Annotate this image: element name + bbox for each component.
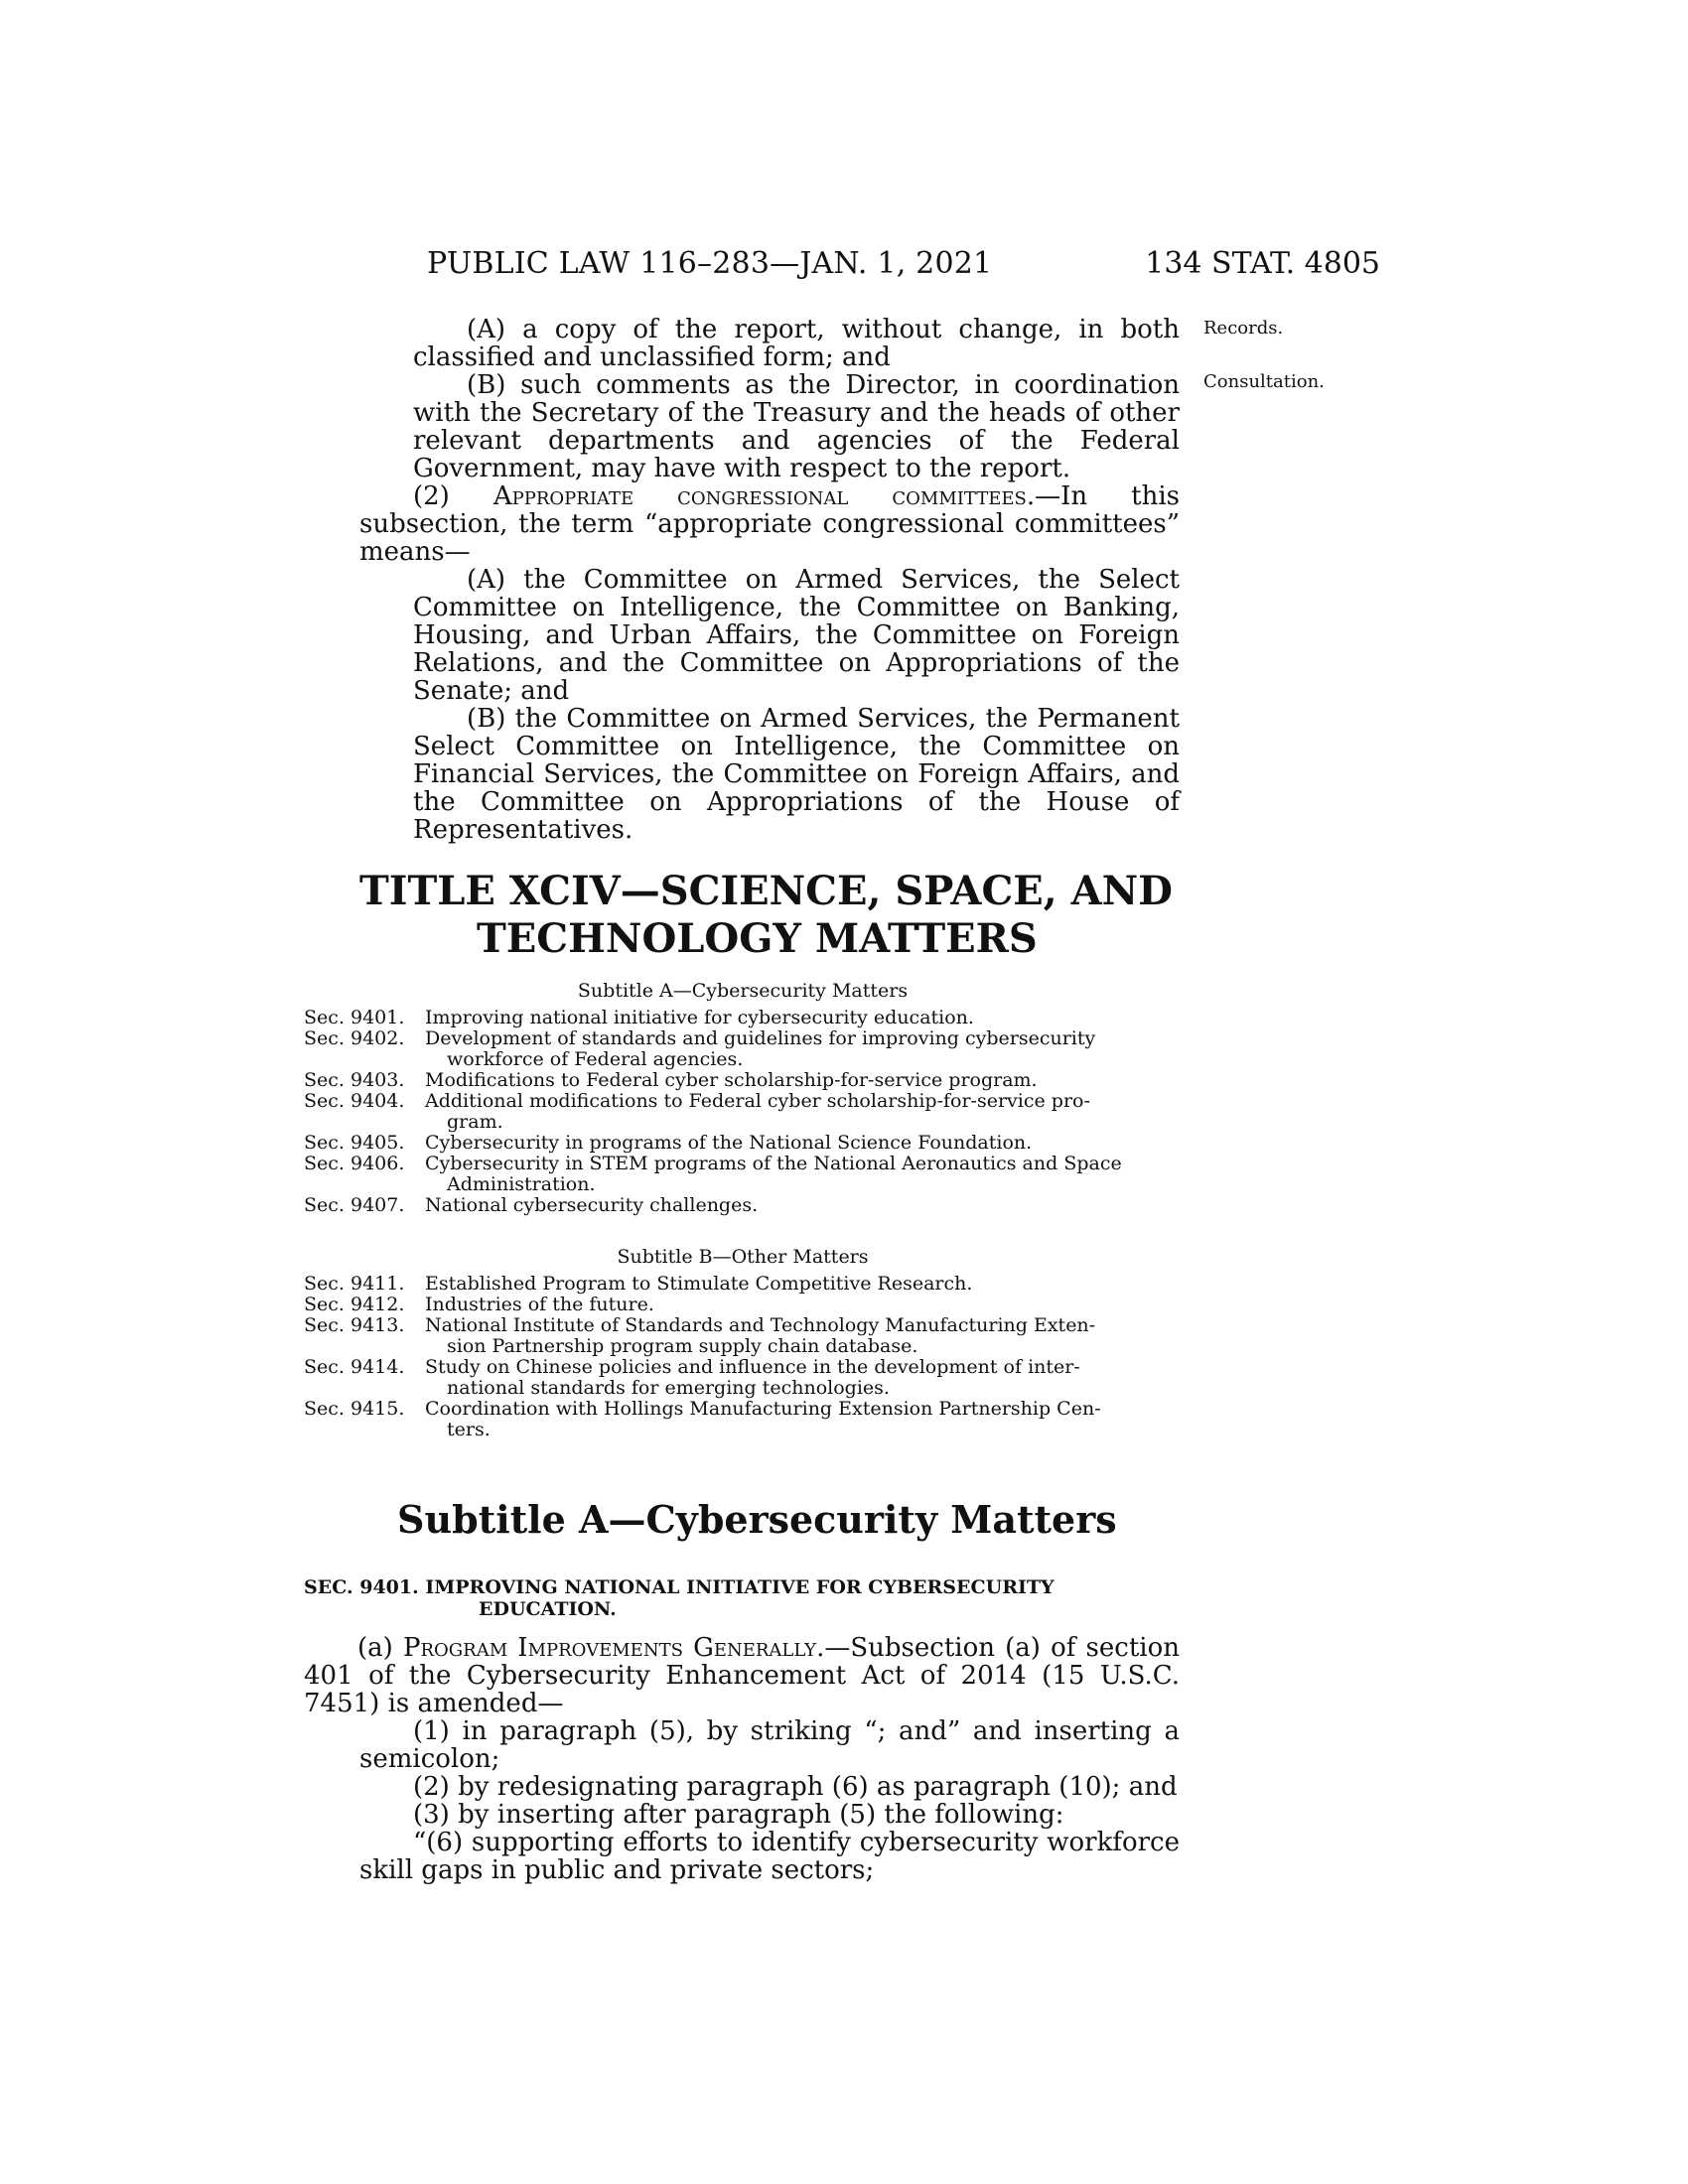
amendment-item-2: (2) by redesignating paragraph (6) as paragraph (10); and (413, 1772, 1178, 1802)
toc-entry (304, 1154, 1182, 1195)
toc-entry (304, 1357, 1182, 1399)
toc-entry (304, 1070, 1182, 1091)
toc-entry-title: Cybersecurity in STEM programs of the National Aeronautics and Space (425, 1153, 1122, 1174)
title-heading (359, 868, 1180, 963)
toc-entry-text (425, 1133, 1182, 1154)
toc-entry-number: Sec. 9413. (304, 1314, 405, 1336)
toc-entry-title: Improving national initiative for cybersecurity education. (425, 1007, 974, 1028)
subsection-a-label: (a) (357, 1633, 403, 1663)
toc-entry-text (425, 1028, 1182, 1070)
subsection-a-heading: Program Improvements Generally (402, 1633, 817, 1663)
toc-entry (304, 1091, 1182, 1133)
toc-entry (304, 1274, 1182, 1295)
toc-entry-text (425, 1070, 1182, 1091)
toc-entry-title: Development of standards and guidelines for improving cybersecurity (425, 1027, 1096, 1049)
toc-entry-number: Sec. 9403. (304, 1069, 405, 1091)
subsection-a-rest: .—Subsection (a) of section 401 of the Cybersecurity Enhancement Act of 2014 (15 U.S.C. 7451) is amended— (304, 1633, 1180, 1718)
paragraph-b-house: (B) the Committee on Armed Services, the Permanent Select Committee on Intelligence, the Committee on Financial Services, the Committee on Foreign Affairs, and the Committee on Appropriations of the House of Representatives. (413, 704, 1180, 845)
toc-entry-title: Cybersecurity in programs of the National Science Foundation. (425, 1132, 1033, 1154)
toc-entry-title: National cybersecurity challenges. (425, 1194, 759, 1216)
toc-entry-number: Sec. 9415. (304, 1398, 405, 1420)
toc-entry-title: Modifications to Federal cyber scholarship-for-service program. (425, 1069, 1038, 1091)
paragraph-a-senate: (A) the Committee on Armed Services, the Select Committee on Intelligence, the Committee on Banking, Housing, and Urban Affairs, the Committee on Foreign Relations, and the Committee on Appropriations of the Senate; and (413, 565, 1180, 706)
toc-entry-title: Additional modifications to Federal cyber scholarship-for-service pro- (425, 1090, 1090, 1112)
toc-entry (304, 1295, 1182, 1315)
toc-entry-text (425, 1008, 1182, 1028)
toc-entry-continuation: ters. (447, 1419, 491, 1440)
header-stat-page: 134 STAT. 4805 (1145, 246, 1380, 281)
toc-subtitle-b-heading: Subtitle B—Other Matters (617, 1246, 869, 1268)
toc-entry (304, 1008, 1182, 1028)
toc-subtitle-a-heading: Subtitle A—Cybersecurity Matters (577, 980, 909, 1002)
toc-entry (304, 1028, 1182, 1070)
toc-entry-text (425, 1357, 1182, 1399)
toc-entry-text (425, 1274, 1182, 1295)
margin-note-consultation: Consultation. (1203, 371, 1325, 392)
margin-note-records: Records. (1203, 318, 1284, 339)
toc-entry-title: National Institute of Standards and Technology Manufacturing Exten- (425, 1314, 1096, 1336)
quoted-paragraph-6: “(6) supporting efforts to identify cybersecurity workforce skill gaps in public and private sectors; (359, 1828, 1180, 1885)
running-header (427, 246, 1380, 286)
toc-subtitle-b (304, 1247, 1182, 1440)
section-body (304, 1634, 1180, 1884)
title-line-2: TECHNOLOGY MATTERS (477, 915, 1038, 962)
toc-entry-text (425, 1091, 1182, 1133)
report-paragraphs (359, 316, 1180, 844)
amendment-item-1: (1) in paragraph (5), by striking “; and” and inserting a semicolon; (359, 1716, 1180, 1774)
paragraph-2-rest: .—In this subsection, the term “appropriate congressional committees” means— (359, 481, 1180, 567)
toc-entry-text (425, 1399, 1182, 1440)
toc-entry-text (425, 1154, 1182, 1195)
paragraph-2-label: (2) (413, 481, 493, 511)
amendment-item-3: (3) by inserting after paragraph (5) the following: (413, 1800, 1064, 1830)
toc-entry-continuation: national standards for emerging technologies. (447, 1377, 890, 1399)
toc-entry-continuation: gram. (447, 1111, 503, 1133)
subsection-a (304, 1634, 1180, 1717)
paragraph-a-copy: (A) a copy of the report, without change, in both classified and unclassified form; and (413, 315, 1180, 372)
toc-entry-number: Sec. 9404. (304, 1090, 405, 1112)
toc-entry (304, 1133, 1182, 1154)
toc-entry-text (425, 1315, 1182, 1357)
toc-entry (304, 1399, 1182, 1440)
toc-entry (304, 1315, 1182, 1357)
toc-entry-number: Sec. 9402. (304, 1027, 405, 1049)
toc-entry-continuation: sion Partnership program supply chain database. (447, 1335, 918, 1357)
toc-entry-number: Sec. 9412. (304, 1294, 405, 1315)
title-line-1: TITLE XCIV—SCIENCE, SPACE, AND (359, 868, 1173, 914)
toc-entry-continuation: workforce of Federal agencies. (447, 1048, 744, 1070)
toc-entry-number: Sec. 9406. (304, 1153, 405, 1174)
section-heading (304, 1576, 1182, 1620)
toc-entry-number: Sec. 9401. (304, 1007, 405, 1028)
section-heading-line-2: EDUCATION. (479, 1598, 617, 1620)
toc-entry-text (425, 1195, 1182, 1216)
toc-subtitle-a (304, 981, 1182, 1216)
toc-entry-number: Sec. 9405. (304, 1132, 405, 1154)
header-law-citation: PUBLIC LAW 116–283—JAN. 1, 2021 (427, 246, 993, 281)
section-heading-line-1: SEC. 9401. IMPROVING NATIONAL INITIATIVE FOR CYBERSECURITY (304, 1576, 1055, 1598)
toc-entry-number: Sec. 9407. (304, 1194, 405, 1216)
toc-entry-number: Sec. 9414. (304, 1356, 405, 1378)
toc-entry-title: Study on Chinese policies and influence in the development of inter- (425, 1356, 1080, 1378)
paragraph-b-comments: (B) such comments as the Director, in coordination with the Secretary of the Treasury and the heads of other relevant departments and agencies of the Federal Government, may have with respect to the report. (413, 370, 1180, 483)
toc-entry-text (425, 1295, 1182, 1315)
subtitle-heading: Subtitle A—Cybersecurity Matters (397, 1497, 1117, 1542)
toc-entry-title: Coordination with Hollings Manufacturing Extension Partnership Cen- (425, 1398, 1101, 1420)
paragraph-2-definition (359, 482, 1180, 566)
toc-entry-continuation: Administration. (447, 1173, 596, 1195)
toc-entry (304, 1195, 1182, 1216)
toc-entry-title: Industries of the future. (425, 1294, 654, 1315)
toc-entry-number: Sec. 9411. (304, 1273, 405, 1295)
paragraph-2-heading: Appropriate congressional committees (492, 481, 1027, 511)
toc-entry-title: Established Program to Stimulate Competitive Research. (425, 1273, 973, 1295)
